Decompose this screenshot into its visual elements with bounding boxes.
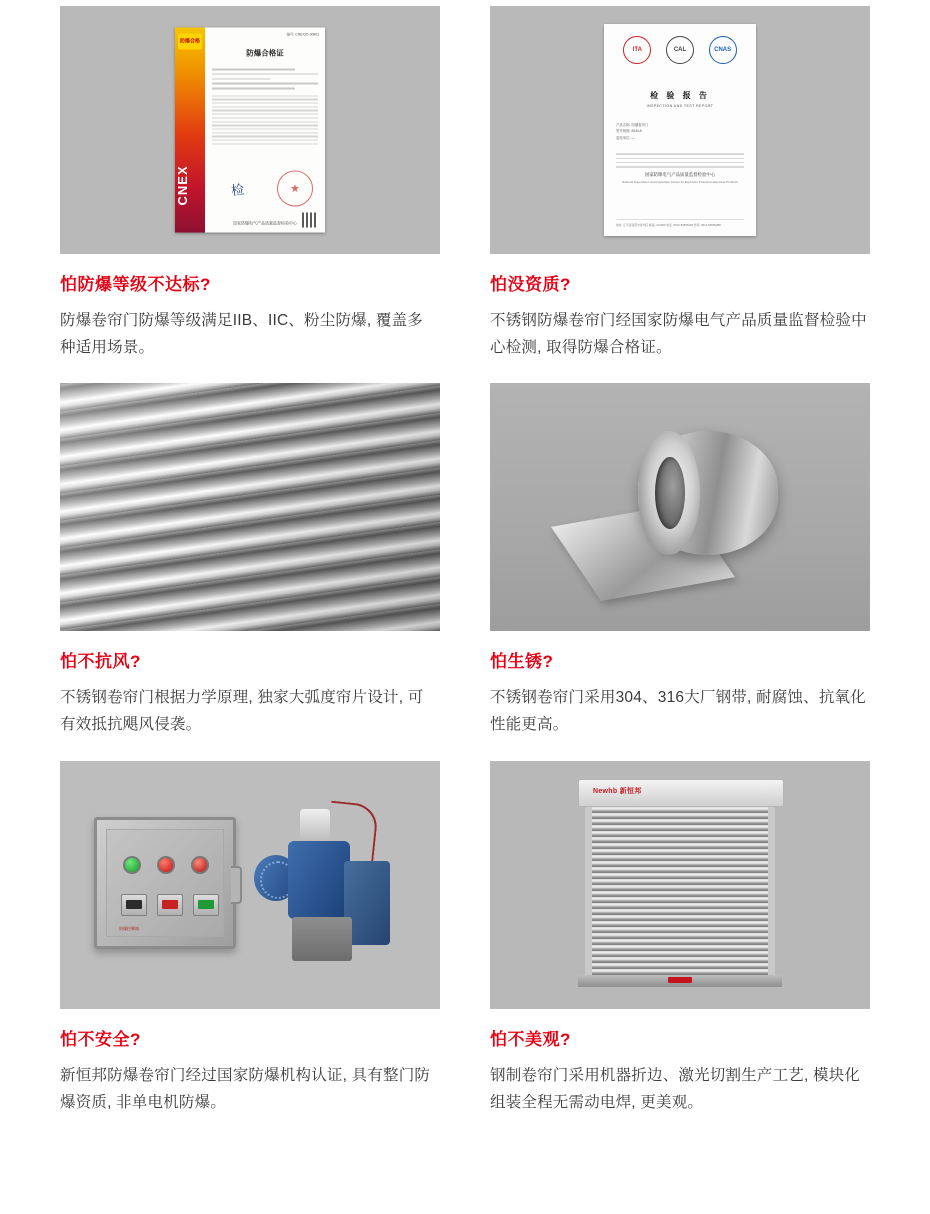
feature-card: [490, 383, 870, 738]
card-title: 怕生锈?: [490, 652, 554, 672]
feature-card: [60, 761, 440, 1116]
report-subheading: INSPECTION AND TEST REPORT: [646, 104, 714, 108]
card-description: 新恒邦防爆卷帘门经过国家防爆机构认证, 具有整门防爆资质, 非单电机防爆。: [60, 1066, 431, 1111]
feature-card: [490, 761, 870, 1116]
red-indicator-icon: [191, 856, 209, 874]
explosion-proof-certificate-photo: [60, 6, 440, 254]
cnas-logo-icon: CNAS: [709, 36, 737, 64]
certificate-body: [205, 28, 325, 233]
certificate-number: 编号: CNEX20-30801: [286, 32, 319, 37]
report-meta-line: 委托单位: —: [616, 135, 635, 140]
card-title: 怕不安全?: [60, 1029, 141, 1049]
certificate-red-seal: [277, 171, 313, 207]
certificate-document: [175, 28, 325, 233]
report-org-name-en: National Supervision and Inspection Center for Explosion Protection Electrical Products: [622, 180, 738, 184]
green-indicator-icon: [123, 856, 141, 874]
report-text-lines: [616, 153, 744, 167]
ita-logo-icon: ITA: [623, 36, 651, 64]
switch-red: [157, 894, 183, 916]
switch-black: [121, 894, 147, 916]
door-bottom-rail: [578, 975, 782, 987]
card-description: 不锈钢卷帘门采用304、316大厂钢带, 耐腐蚀、抗氧化性能更高。: [490, 689, 866, 734]
cal-logo-icon: CAL: [666, 36, 694, 64]
explosion-proof-control-box: [94, 817, 236, 949]
door-brand-label: Newhb 新恒邦: [593, 787, 642, 795]
report-heading: 检 验 报 告: [650, 91, 710, 100]
red-indicator-icon: [157, 856, 175, 874]
report-meta-line: 型号规格: BLM-A: [616, 129, 642, 134]
report-document: [604, 24, 756, 236]
certificate-brand-text: CNEX: [175, 165, 190, 206]
certificate-footer: 国家防爆电气产品质量监督检验中心: [233, 220, 297, 226]
feature-card: [60, 383, 440, 738]
certificate-heading: 防爆合格证: [246, 48, 284, 58]
card-title: 怕不美观?: [490, 1029, 571, 1049]
explosion-proof-control-box-and-motor-photo: [60, 761, 440, 1009]
motor-base: [292, 917, 352, 961]
switch-green: [193, 894, 219, 916]
certificate-badge: 防爆合格: [178, 34, 202, 50]
report-accreditation-logos: [616, 36, 744, 64]
card-description: 防爆卷帘门防爆等级满足IIB、IIC、粉尘防爆, 覆盖多种适用场景。: [60, 312, 423, 357]
door-header-box: [578, 779, 784, 807]
stainless-steel-coil-photo: [490, 383, 870, 631]
steel-shutter-slats-photo: [60, 383, 440, 631]
feature-card: [490, 6, 870, 361]
explosion-proof-motor: [248, 799, 398, 969]
report-meta: [616, 122, 744, 141]
card-title: 怕不抗风?: [60, 652, 141, 672]
motor-body: [288, 841, 350, 919]
certificate-detail-block: [212, 95, 318, 144]
motor-top-cap: [300, 809, 330, 843]
report-issuing-organization: [604, 172, 756, 184]
rolling-shutter-door-product-photo: [490, 761, 870, 1009]
certificate-signature: 检: [230, 182, 246, 200]
control-box-handle: [231, 866, 242, 904]
control-box-panel: [106, 829, 224, 937]
card-title: 怕防爆等级不达标?: [60, 275, 211, 294]
card-description: 不锈钢防爆卷帘门经国家防爆电气产品质量监督检验中心检测, 取得防爆合格证。: [490, 312, 867, 357]
certificate-text-lines: [212, 69, 318, 90]
shutter-slat-texture: [60, 383, 440, 631]
report-footer: 地址: 江苏省南阳市常州区 邮编: 212000 电话: 0516-83556266 传真: 0516-83556288: [616, 219, 744, 228]
indicator-light-row: [123, 856, 209, 874]
certificate-color-band: [175, 28, 205, 233]
report-meta-line: 产品名称: 防爆卷帘门: [616, 123, 649, 127]
rolling-shutter-door: [578, 779, 782, 991]
steel-coil-core-hole: [655, 457, 685, 529]
inspection-test-report-photo: [490, 6, 870, 254]
report-org-name: 国家防爆电气产品质量监督检验中心: [644, 172, 716, 177]
card-description: 钢制卷帘门采用机器折边、激光切割生产工艺, 模块化组装全程无需动电焊, 更美观。: [490, 1066, 861, 1111]
card-description: 不锈钢卷帘门根据力学原理, 独家大弧度帘片设计, 可有效抵抗飓风侵袭。: [60, 689, 424, 734]
feature-card: [60, 6, 440, 361]
door-curtain: [585, 807, 775, 975]
card-title: 怕没资质?: [490, 275, 571, 294]
switch-row: [121, 894, 219, 916]
control-box-label: 防爆控制箱: [119, 925, 139, 931]
